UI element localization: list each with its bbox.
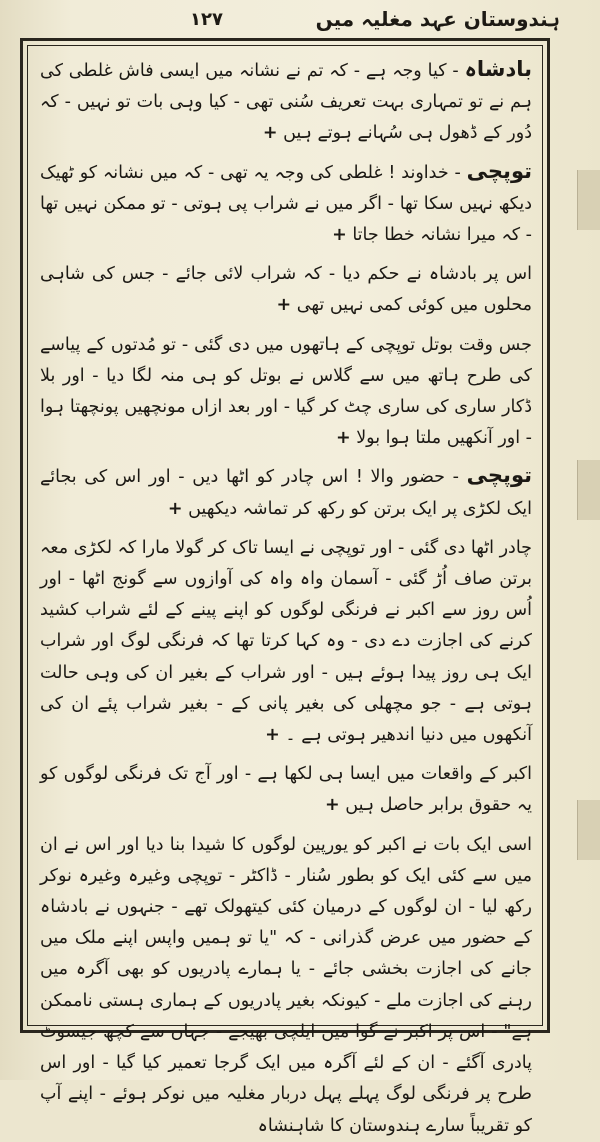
paragraph xyxy=(40,757,532,821)
paragraph-text: - کیا وجہ ہے - کہ تم نے نشانہ میں ایسی فاش غلطی کی ہم نے تو تمہاری بہت تعریف سُنی تھی - کیا وہی بات تو نہیں - کہ دُور کے ڈھول ہی سُہانے ہوتے ہیں xyxy=(40,61,532,144)
body-text xyxy=(40,54,532,1136)
paragraph xyxy=(40,54,532,150)
page-border xyxy=(20,38,550,1136)
paragraph-text: - حضور والا ! اس چادر کو اٹھا دیں - اور اس کی بجائے ایک لکڑی پر ایک برتن کو رکھ کر تماشہ دیکھیں xyxy=(40,467,532,519)
paragraph-text: اس پر بادشاہ نے حکم دیا - کہ شراب لائی جائے - جس کی شاہی محلوں میں کوئی کمی نہیں تھی xyxy=(40,264,532,316)
paragraph-text: چادر اٹھا دی گئی - اور توپچی نے ایسا تاک کر گولا مارا کہ لکڑی معہ برتن صاف اُڑ گئی - آسمان واہ واہ کی آوازوں سے گونج اٹھا - اور اُس روز سے اکبر نے فرنگی لوگوں کو اپنے پینے کے لئے شراب کشید کرنے کی اجازت دے دی - وہ کہا کرتا تھا کہ فرنگی لوگ اور شراب ایک ہی روز پیدا ہوئے ہیں - اور شراب کے بغیر ان کی وہی حالت ہوتی ہے - جو مچھلی کی بغیر پانی کے - بغیر شراب پئے ان کی آنکھوں میں دنیا اندھیر ہوتی ہے ۔ xyxy=(40,537,532,746)
running-title: ہندوستان عہد مغلیہ میں xyxy=(315,7,560,31)
paragraph xyxy=(40,460,532,524)
paragraph-end-mark: + xyxy=(262,123,278,144)
paragraph xyxy=(40,257,532,321)
paragraph xyxy=(40,156,532,252)
paragraph xyxy=(40,531,532,751)
page-edge-tab xyxy=(577,170,600,230)
paragraph-text: اسی ایک بات نے اکبر کو یورپین لوگوں کا شیدا بنا دیا اور اس نے ان میں سے کئی ایک کو بطور سُنار - ڈاکٹر - توپچی وغیرہ وغیرہ نوکر رکھ لیا - ان لوگوں کے درمیان کئی کیتھولک تھے - جنہوں نے بادشاہ کے حضور میں عرض گذرانی - کہ "یا تو ہمیں واپس اپنے ملک میں جانے کی اجازت بخشی جائے - یا ہمارے پادریوں کو بھی آگرہ میں رہنے کی اجازت ملے - کیونکہ بغیر پادریوں کے ہماری ہستی ناممکن ہے" - اس پر اکبر نے گوا میں ایلچی بھیجے - جہاں سے کچھ جیسوٹ پادری آگئے - ان کے لئے آگرہ میں ایک گرجا تعمیر کیا گیا - اور اس طرح پر فرنگی لوگ پہلے پہل دربار مغلیہ میں نوکر ہوئے - اپنے آپ کو تقریباً سارے ہندوستان کا شاہنشاہ xyxy=(40,834,532,1136)
page-edge-tab xyxy=(577,460,600,520)
page-number: ۱۲۷ xyxy=(190,8,223,30)
paragraph-text: اکبر کے واقعات میں ایسا ہی لکھا ہے - اور آج تک فرنگی لوگوں کو یہ حقوق برابر حاصل ہیں xyxy=(40,764,532,816)
paragraph xyxy=(40,828,532,1142)
paragraph-text: جس وقت بوتل توپچی کے ہاتھوں میں دی گئی - تو مُدتوں کے پیاسے کی طرح ہاتھ میں سے گلاس نے بوتل کو ہی منہ لگا دیا - اور بلا ڈکار ساری کی ساری چٹ کر گیا - اور بعد ازاں مونچھیں پونچھتا ہوا - اور آنکھیں ملتا ہوا بولا xyxy=(40,334,532,449)
paragraph-end-mark: + xyxy=(325,795,340,816)
running-head xyxy=(40,4,560,34)
speaker-name: بادشاہ xyxy=(464,57,532,81)
speaker-name: توپچی xyxy=(466,463,532,488)
paragraph-end-mark: + xyxy=(265,725,280,746)
paragraph-end-mark: + xyxy=(332,225,347,246)
speaker-name: توپچی xyxy=(466,158,532,183)
page-edge-tab xyxy=(577,800,600,860)
paragraph-end-mark: + xyxy=(276,295,292,316)
paragraph-end-mark: + xyxy=(167,498,183,519)
paragraph-end-mark: + xyxy=(335,428,351,449)
paragraph-text: - خداوند ! غلطی کی وجہ یہ تھی - کہ میں نشانہ کو ٹھیک دیکھ نہیں سکا تھا - اگر میں نے شراب پی ہوتی - تو ممکن نہیں تھا - کہ میرا نشانہ خطا جاتا xyxy=(40,162,532,246)
paragraph xyxy=(40,328,532,455)
page-border-inner xyxy=(27,45,543,1136)
